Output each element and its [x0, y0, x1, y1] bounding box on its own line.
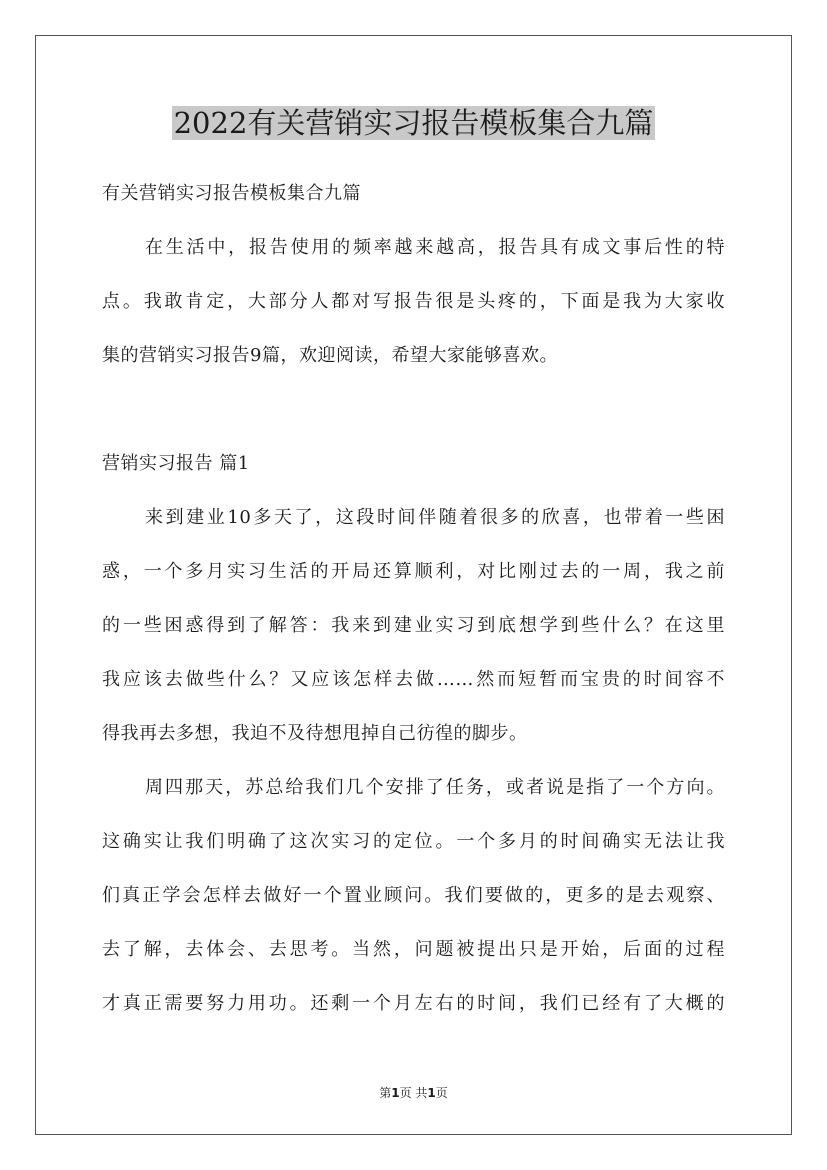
- footer-suffix: 页: [435, 1086, 448, 1100]
- para1-line-2: 惑，一个多月实习生活的开局还算顺利，对比刚过去的一周，我之前: [102, 561, 725, 582]
- document-title: [0, 103, 827, 143]
- para2-line-5: 才真正需要努力用功。还剩一个月左右的时间，我们已经有了大概的: [102, 993, 725, 1014]
- para2-line-1: 周四那天，苏总给我们几个安排了任务，或者说是指了一个方向。: [145, 777, 725, 798]
- document-subtitle: 有关营销实习报告模板集合九篇: [102, 183, 361, 204]
- footer-prefix: 第: [379, 1086, 392, 1100]
- footer-mid: 页 共: [399, 1086, 428, 1100]
- intro-line-1: 在生活中，报告使用的频率越来越高，报告具有成文事后性的特: [145, 237, 725, 258]
- para1-line-1: 来到建业10多天了，这段时间伴随着很多的欣喜，也带着一些困: [145, 507, 725, 528]
- section-heading: 营销实习报告 篇1: [102, 453, 250, 474]
- footer-page-number: 1: [391, 1086, 400, 1100]
- para1-line-3: 的一些困惑得到了解答：我来到建业实习到底想学到些什么？在这里: [102, 615, 725, 636]
- para1-line-5: 得我再去多想，我迫不及待想甩掉自己彷徨的脚步。: [102, 723, 528, 744]
- para1-line-4: 我应该去做些什么？又应该怎样去做……然而短暂而宝贵的时间容不: [102, 669, 725, 690]
- para2-line-3: 们真正学会怎样去做好一个置业顾问。我们要做的，更多的是去观察、: [102, 885, 725, 906]
- intro-line-3: 集的营销实习报告9篇，欢迎阅读，希望大家能够喜欢。: [102, 345, 558, 366]
- para2-line-2: 这确实让我们明确了这次实习的定位。一个多月的时间确实无法让我: [102, 831, 725, 852]
- intro-line-2: 点。我敢肯定，大部分人都对写报告很是头疼的，下面是我为大家收: [102, 291, 725, 312]
- page-footer: [0, 1085, 827, 1101]
- footer-page-total: 1: [427, 1086, 436, 1100]
- document-title-text: 2022有关营销实习报告模板集合九篇: [173, 106, 654, 140]
- para2-line-4: 去了解，去体会、去思考。当然，问题被提出只是开始，后面的过程: [102, 939, 725, 960]
